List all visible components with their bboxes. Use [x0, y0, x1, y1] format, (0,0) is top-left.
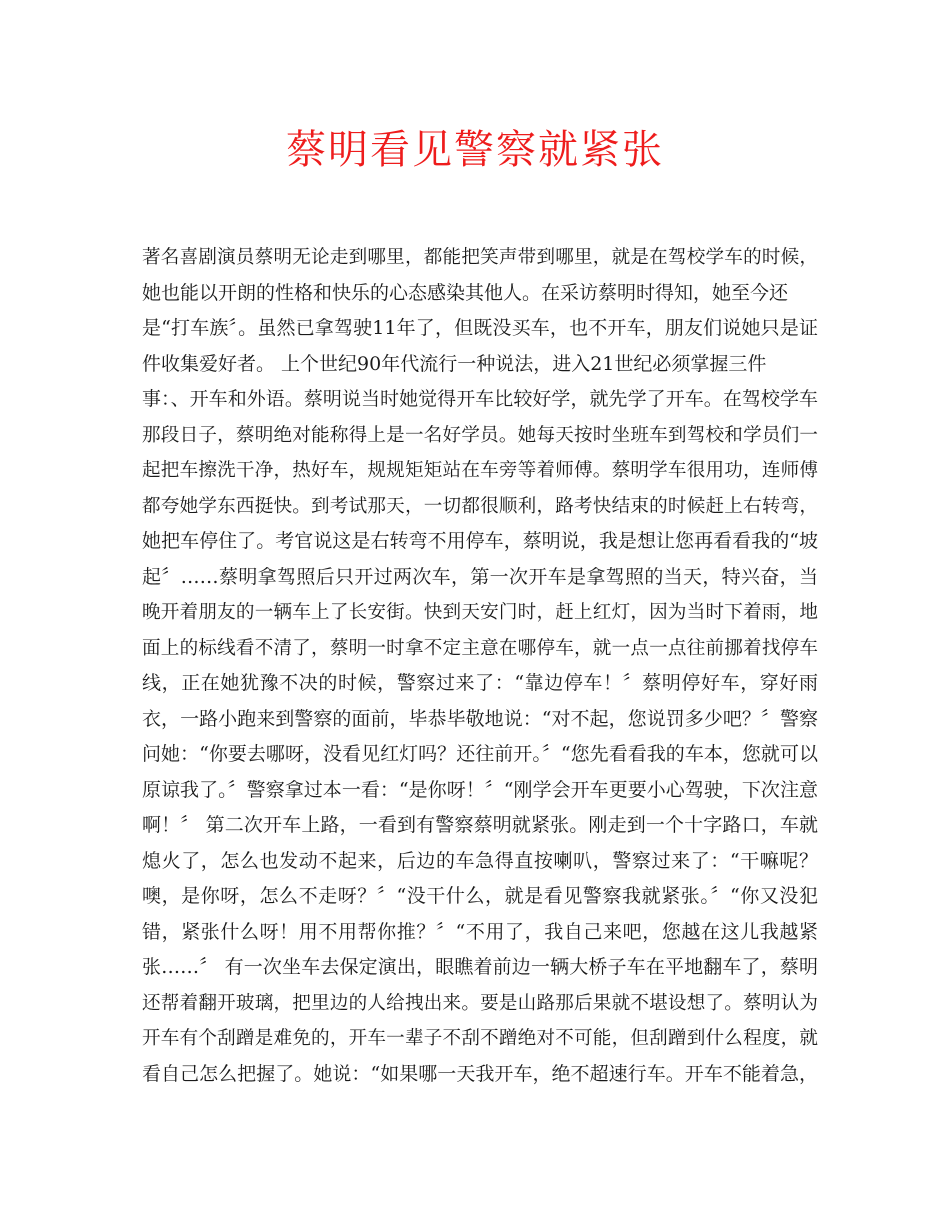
body-line: 线，正在她犹豫不决的时候，警察过来了：“靠边停车！〞蔡明停好车，穿好雨 — [142, 672, 818, 694]
body-line: 原谅我了。〞警察拿过本一看：“是你呀！〞“刚学会开车更要小心驾驶，下次注意 — [142, 778, 818, 801]
body-line: 那段日子，蔡明绝对能称得上是一名好学员。她每天按时坐班车到驾校和学员们一 — [142, 424, 818, 446]
article-body — [142, 240, 818, 1092]
body-line: 错，紧张什么呀！用不用帮你推？〞“不用了，我自己来吧，您越在这儿我越紧 — [142, 920, 818, 943]
body-line: 起〞……蔡明拿驾照后只开过两次车，第一次开车是拿驾照的当天，特兴奋，当 — [142, 565, 818, 588]
body-line: 是“打车族〞。虽然已拿驾驶11年了，但既没买车，也不开车，朋友们说她只是证 — [142, 317, 818, 339]
body-line: 噢，是你呀，怎么不走呀？〞“没干什么，就是看见警察我就紧张。〞“你又没犯 — [142, 885, 818, 907]
body-line: 还帮着翻开玻璃，把里边的人给拽出来。要是山路那后果就不堪设想了。蔡明认为 — [142, 992, 818, 1014]
body-line: 她把车停住了。考官说这是右转弯不用停车，蔡明说，我是想让您再看看我的“坡 — [142, 530, 818, 552]
body-line: 问她：“你要去哪呀，没看见红灯吗？还往前开。〞“您先看看我的车本，您就可以 — [142, 743, 818, 765]
body-line: 著名喜剧演员蔡明无论走到哪里，都能把笑声带到哪里，就是在驾校学车的时候， — [142, 247, 818, 268]
body-line: 熄火了，怎么也发动不起来，后边的车急得直按喇叭，警察过来了：“干嘛呢？ — [142, 849, 818, 872]
body-line: 事：、开车和外语。蔡明说当时她觉得开车比较好学，就先学了开车。在驾校学车 — [142, 388, 818, 410]
body-line: 看自己怎么把握了。她说：“如果哪一天我开车，绝不超速行车。开车不能着急， — [142, 1062, 818, 1085]
body-line: 开车有个刮蹭是难免的，开车一辈子不刮不蹭绝对不可能，但刮蹭到什么程度，就 — [142, 1028, 818, 1049]
body-line: 都夸她学东西挺快。到考试那天，一切都很顺利，路考快结束的时候赶上右转弯， — [142, 495, 818, 517]
body-line: 起把车擦洗干净，热好车，规规矩矩站在车旁等着师傅。蔡明学车很用功，连师傅 — [142, 460, 818, 481]
body-line: 衣，一路小跑来到警察的面前，毕恭毕敬地说：“对不起，您说罚多少吧？〞警察 — [142, 707, 818, 730]
body-line: 面上的标线看不清了，蔡明一时拿不定主意在哪停车，就一点一点往前挪着找停车 — [142, 637, 818, 659]
body-line: 她也能以开朗的性格和快乐的心态感染其他人。在采访蔡明时得知，她至今还 — [142, 281, 789, 304]
body-line: 啊！〞 第二次开车上路，一看到有警察蔡明就紧张。刚走到一个十字路口，车就 — [142, 814, 818, 836]
body-line: 张……〞 有一次坐车去保定演出，眼瞧着前边一辆大桥子车在平地翻车了，蔡明 — [142, 956, 818, 978]
body-line: 件收集爱好者。 上个世纪90年代流行一种说法，进入21世纪必须掌握三件 — [142, 352, 767, 375]
body-line: 晚开着朋友的一辆车上了长安街。快到天安门时，赶上红灯，因为当时下着雨，地 — [142, 602, 818, 623]
document-title: 蔡明看见警察就紧张 — [286, 127, 664, 173]
